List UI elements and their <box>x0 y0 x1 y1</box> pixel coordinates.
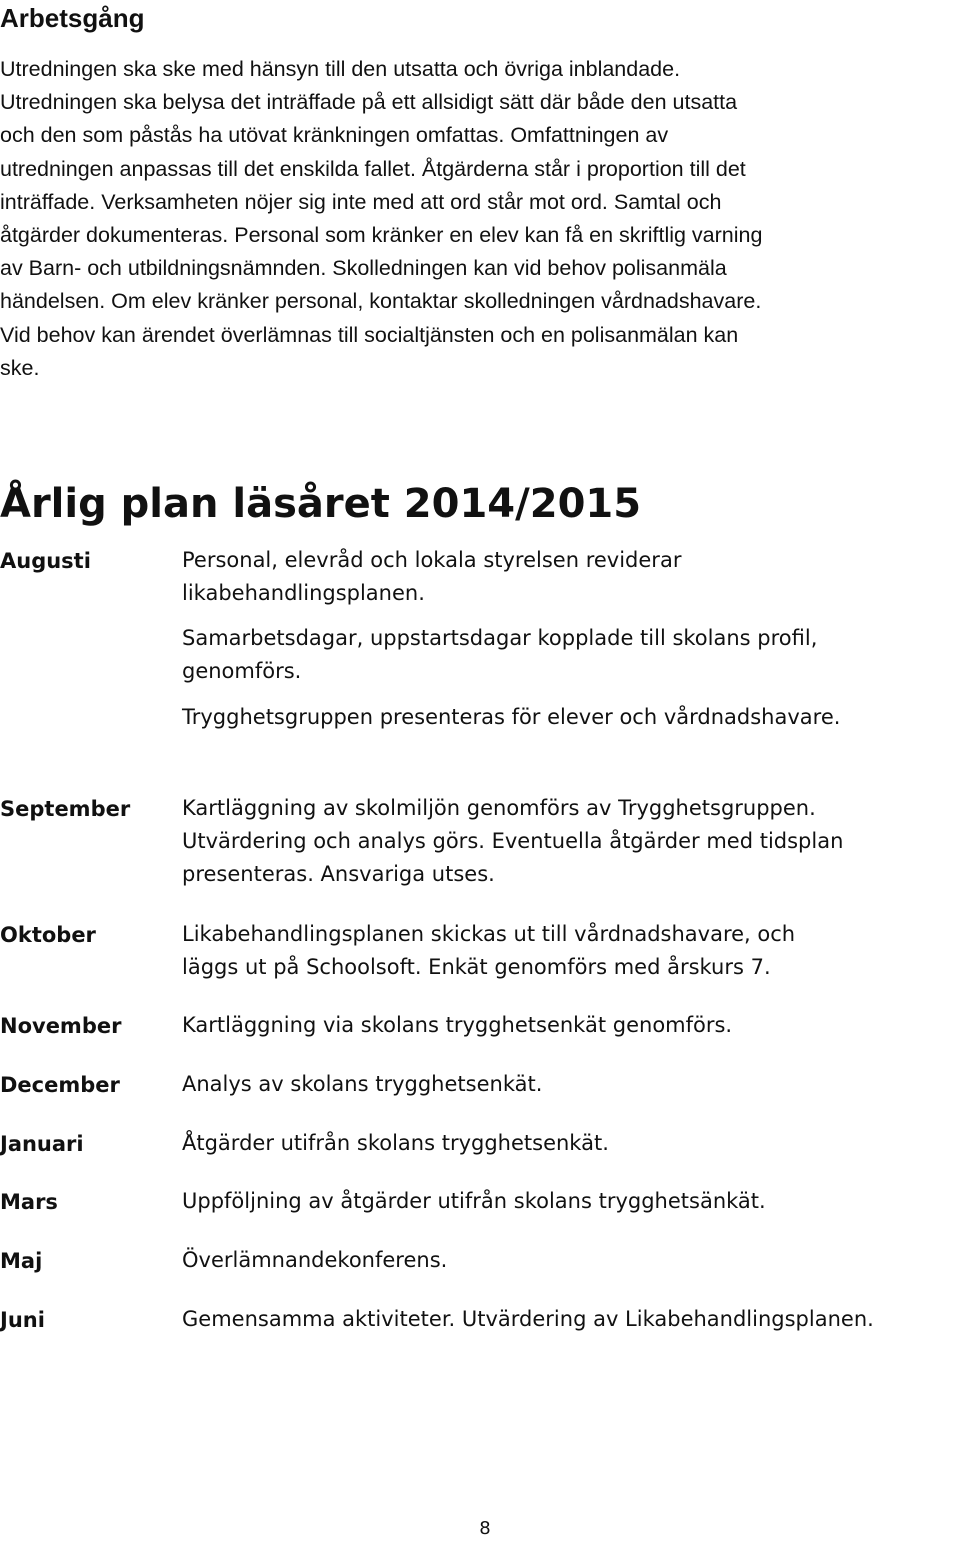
paragraph-line: Vid behov kan ärendet överlämnas till socialtjänsten och en polisanmälan kan <box>0 322 739 347</box>
month-label-november: November <box>0 1014 122 1038</box>
section-heading-arbetsgang: Arbetsgång <box>0 3 145 33</box>
plan-entry <box>182 701 840 734</box>
paragraph-line: och den som påstås ha utövat kränkningen omfattas. Omfattningen av <box>0 123 669 148</box>
entry-line: genomförs. <box>182 659 302 683</box>
entry-line: Trygghetsgruppen presenteras för elever och vårdnadshavare. <box>182 705 841 729</box>
plan-entry <box>182 1068 542 1101</box>
entry-line: Likabehandlingsplanen skickas ut till vårdnadshavare, och <box>182 922 796 946</box>
paragraph-line: Utredningen ska ske med hänsyn till den utsatta och övriga inblandade. <box>0 57 681 81</box>
entry-line: Samarbetsdagar, uppstartsdagar kopplade till skolans profil, <box>182 626 818 650</box>
paragraph-line: händelsen. Om elev kränker personal, kontaktar skolledningen vårdnadshavare. <box>0 289 762 314</box>
paragraph-line: av Barn- och utbildningsnämnden. Skolledningen kan vid behov polisanmäla <box>0 256 727 281</box>
month-label-december: December <box>0 1073 120 1097</box>
plan-entry <box>182 622 817 688</box>
entry-line: Analys av skolans trygghetsenkät. <box>182 1072 543 1096</box>
paragraph-line: inträffade. Verksamheten nöjer sig inte med att ord står mot ord. Samtal och <box>0 189 722 214</box>
entry-line: läggs ut på Schoolsoft. Enkät genomförs med årskurs 7. <box>182 955 771 979</box>
page-number: 8 <box>479 1518 491 1539</box>
month-label-september: September <box>0 797 131 821</box>
entry-line: Kartläggning av skolmiljön genomförs av Trygghetsgruppen. <box>182 796 816 820</box>
month-label-augusti: Augusti <box>0 549 91 573</box>
plan-entry <box>182 1303 874 1336</box>
paragraph-line: utredningen anpassas till det enskilda fallet. Åtgärderna står i proportion till det <box>0 156 746 181</box>
entry-line: presenteras. Ansvariga utses. <box>182 862 495 886</box>
entry-line: likabehandlingsplanen. <box>182 581 425 605</box>
entry-line: Gemensamma aktiviteter. Utvärdering av Likabehandlingsplanen. <box>182 1307 874 1331</box>
arbetsgang-paragraph <box>0 53 960 385</box>
plan-entry <box>182 1127 609 1160</box>
plan-entry <box>182 1185 766 1218</box>
plan-entry <box>182 544 681 610</box>
entry-line: Uppföljning av åtgärder utifrån skolans trygghetsänkät. <box>182 1189 766 1213</box>
annual-plan-heading: Årlig plan läsåret 2014/2015 <box>0 481 642 527</box>
entry-line: Personal, elevråd och lokala styrelsen reviderar <box>182 548 682 572</box>
month-label-maj: Maj <box>0 1249 43 1273</box>
paragraph-line: åtgärder dokumenteras. Personal som kränker en elev kan få en skriftlig varning <box>0 223 763 248</box>
entry-line: Kartläggning via skolans trygghetsenkät genomförs. <box>182 1013 733 1037</box>
month-label-oktober: Oktober <box>0 923 96 947</box>
entry-line: Utvärdering och analys görs. Eventuella åtgärder med tidsplan <box>182 829 844 853</box>
paragraph-line: ske. <box>0 355 40 380</box>
entry-line: Åtgärder utifrån skolans trygghetsenkät. <box>182 1131 609 1155</box>
month-label-juni: Juni <box>0 1308 45 1332</box>
month-label-januari: Januari <box>0 1132 84 1156</box>
plan-entry <box>182 918 795 984</box>
month-label-mars: Mars <box>0 1190 58 1214</box>
plan-entry <box>182 792 843 891</box>
plan-entry <box>182 1009 732 1042</box>
plan-entry <box>182 1244 447 1277</box>
entry-line: Överlämnandekonferens. <box>182 1248 448 1272</box>
paragraph-line: Utredningen ska belysa det inträffade på ett allsidigt sätt där både den utsatta <box>0 90 738 115</box>
